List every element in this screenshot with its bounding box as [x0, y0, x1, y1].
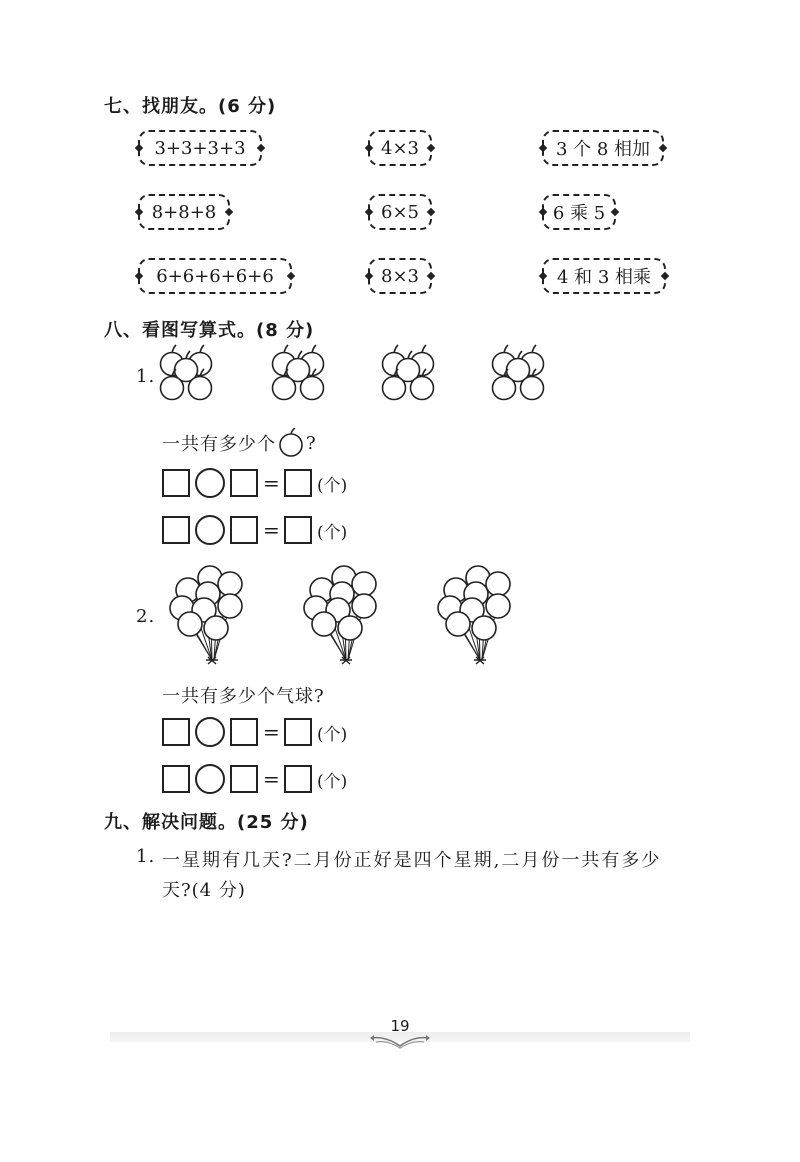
result-box[interactable]: [284, 516, 312, 544]
equals-sign: =: [263, 767, 280, 791]
card-r3-c1[interactable]: 6+6+6+6+6: [138, 258, 292, 294]
s9-q1-line2: 天?(4 分): [162, 880, 246, 901]
apples-illustration: [158, 344, 568, 408]
answer-box[interactable]: [230, 469, 258, 497]
operator-circle[interactable]: [195, 515, 225, 545]
equals-sign: =: [263, 518, 280, 542]
s9-q1-line1: 一星期有几天?二月份正好是四个星期,二月份一共有多少: [162, 850, 662, 871]
equals-sign: =: [263, 720, 280, 744]
card-r2-c1[interactable]: 8+8+8: [138, 194, 230, 230]
balloon-bunch-1: [170, 566, 242, 664]
q2-question: 一共有多少个气球?: [162, 686, 325, 707]
apple-group-2: [273, 345, 324, 400]
q1-question-prefix: 一共有多少个: [162, 434, 276, 455]
s9-q1-number: 1.: [136, 846, 156, 867]
answer-box[interactable]: [230, 765, 258, 793]
answer-area[interactable]: [162, 910, 692, 1000]
answer-box[interactable]: [162, 469, 190, 497]
answer-box[interactable]: [230, 516, 258, 544]
balloons-illustration: [158, 560, 518, 670]
q1-number: 1.: [136, 366, 156, 387]
operator-circle[interactable]: [195, 717, 225, 747]
card-r1-c2[interactable]: 4×3: [368, 130, 432, 166]
card-r1-c3[interactable]: 3 个 8 相加: [542, 130, 664, 166]
result-box[interactable]: [284, 718, 312, 746]
unit-label: (个): [317, 771, 348, 792]
operator-circle[interactable]: [195, 468, 225, 498]
answer-box[interactable]: [162, 718, 190, 746]
q2-equation-1: [162, 716, 347, 748]
unit-label: (个): [317, 724, 348, 745]
card-r3-c2[interactable]: 8×3: [368, 258, 432, 294]
section8-title: 八、看图写算式。(8 分): [104, 320, 315, 341]
operator-circle[interactable]: [195, 764, 225, 794]
answer-box[interactable]: [230, 718, 258, 746]
q1-question-suffix: ?: [306, 432, 317, 454]
apple-group-4: [493, 345, 544, 400]
result-box[interactable]: [284, 469, 312, 497]
balloon-bunch-2: [304, 566, 376, 664]
q1-equation-1: [162, 467, 347, 499]
q2-equation-2: [162, 763, 347, 795]
unit-label: (个): [317, 522, 348, 543]
answer-box[interactable]: [162, 765, 190, 793]
page-number: 19: [390, 1017, 410, 1035]
equals-sign: =: [263, 471, 280, 495]
apple-icon: [278, 428, 304, 458]
unit-label: (个): [317, 475, 348, 496]
apple-group-1: [161, 345, 212, 400]
q2-number: 2.: [136, 606, 156, 627]
q1-question: [162, 428, 317, 458]
section7-title: 七、找朋友。(6 分): [104, 96, 277, 117]
card-r2-c3[interactable]: 6 乘 5: [542, 194, 616, 230]
result-box[interactable]: [284, 765, 312, 793]
q1-equation-2: [162, 514, 347, 546]
answer-box[interactable]: [162, 516, 190, 544]
card-r1-c1[interactable]: 3+3+3+3: [138, 130, 262, 166]
card-r3-c3[interactable]: 4 和 3 相乘: [542, 258, 666, 294]
section9-title: 九、解决问题。(25 分): [104, 812, 309, 833]
balloon-bunch-3: [438, 566, 510, 664]
book-ornament-icon: [368, 1034, 432, 1050]
apple-group-3: [383, 345, 434, 400]
card-r2-c2[interactable]: 6×5: [368, 194, 432, 230]
